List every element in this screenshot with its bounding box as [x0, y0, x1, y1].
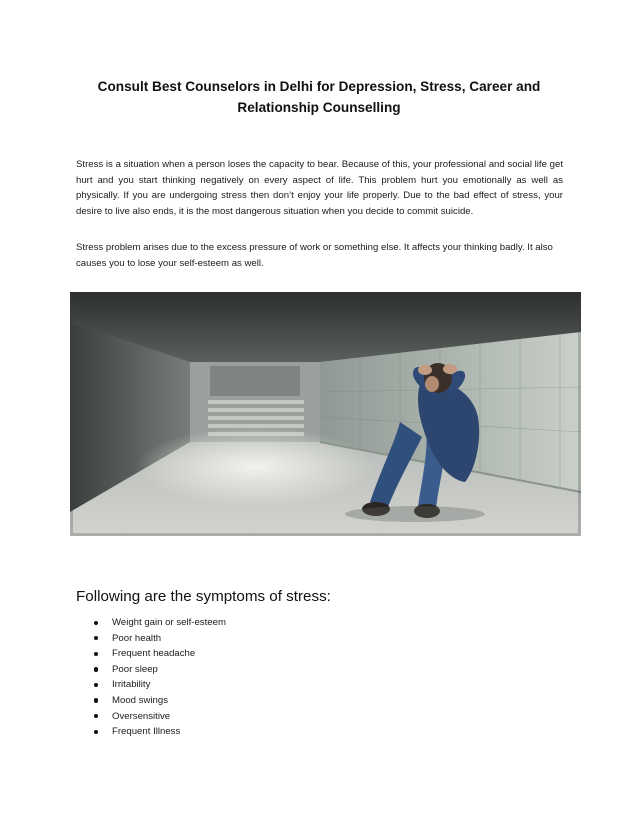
list-item: [94, 677, 226, 693]
photo-illustration: [70, 292, 581, 536]
list-item: [94, 631, 226, 647]
bullet-icon: [94, 698, 98, 702]
bullet-icon: [94, 667, 98, 671]
bullet-icon: [94, 714, 98, 718]
bullet-icon: [94, 621, 98, 625]
list-item-text: Frequent Illness: [112, 726, 181, 738]
symptoms-heading: Following are the symptoms of stress:: [76, 588, 331, 605]
bullet-icon: [94, 683, 98, 687]
list-item-text: Oversensitive: [112, 710, 171, 722]
list-item: [94, 724, 226, 740]
list-item-text: Mood swings: [112, 694, 168, 706]
list-item-text: Frequent headache: [112, 648, 196, 660]
list-item: [94, 709, 226, 725]
symptoms-list: [94, 615, 226, 740]
list-item-text: Weight gain or self-esteem: [112, 617, 226, 628]
bullet-icon: [94, 652, 98, 656]
stressed-man-tunnel-photo: [70, 292, 581, 536]
list-item: [94, 693, 226, 709]
list-item-text: Poor health: [112, 632, 162, 644]
bullet-icon: [94, 730, 98, 734]
list-item-text: Poor sleep: [112, 663, 158, 675]
paragraph-stress-causes: Stress problem arises due to the excess pressure of work or something else. It affects your thinking badly. It also causes you to lose your self-esteem as well.: [76, 242, 553, 269]
bullet-icon: [94, 636, 98, 640]
list-item: [94, 615, 226, 631]
paragraph-stress-definition: Stress is a situation when a person loses the capacity to bear. Because of this, your professional and social life get hurt and you start thinking negatively on every aspect of life. This problem hurt you emotionally as well as physically. If you are undergoing stress then don’t enjoy your life properly. Due to the bad effect of stress, your desire to live also ends, it is the most dangerous situation when you decide to commit suicide.: [76, 159, 563, 218]
page-title: Consult Best Counselors in Delhi for Depression, Stress, Career and Relationship Counselling: [97, 79, 541, 115]
list-item: [94, 662, 226, 678]
list-item-text: Irritability: [112, 679, 151, 691]
list-item: [94, 646, 226, 662]
